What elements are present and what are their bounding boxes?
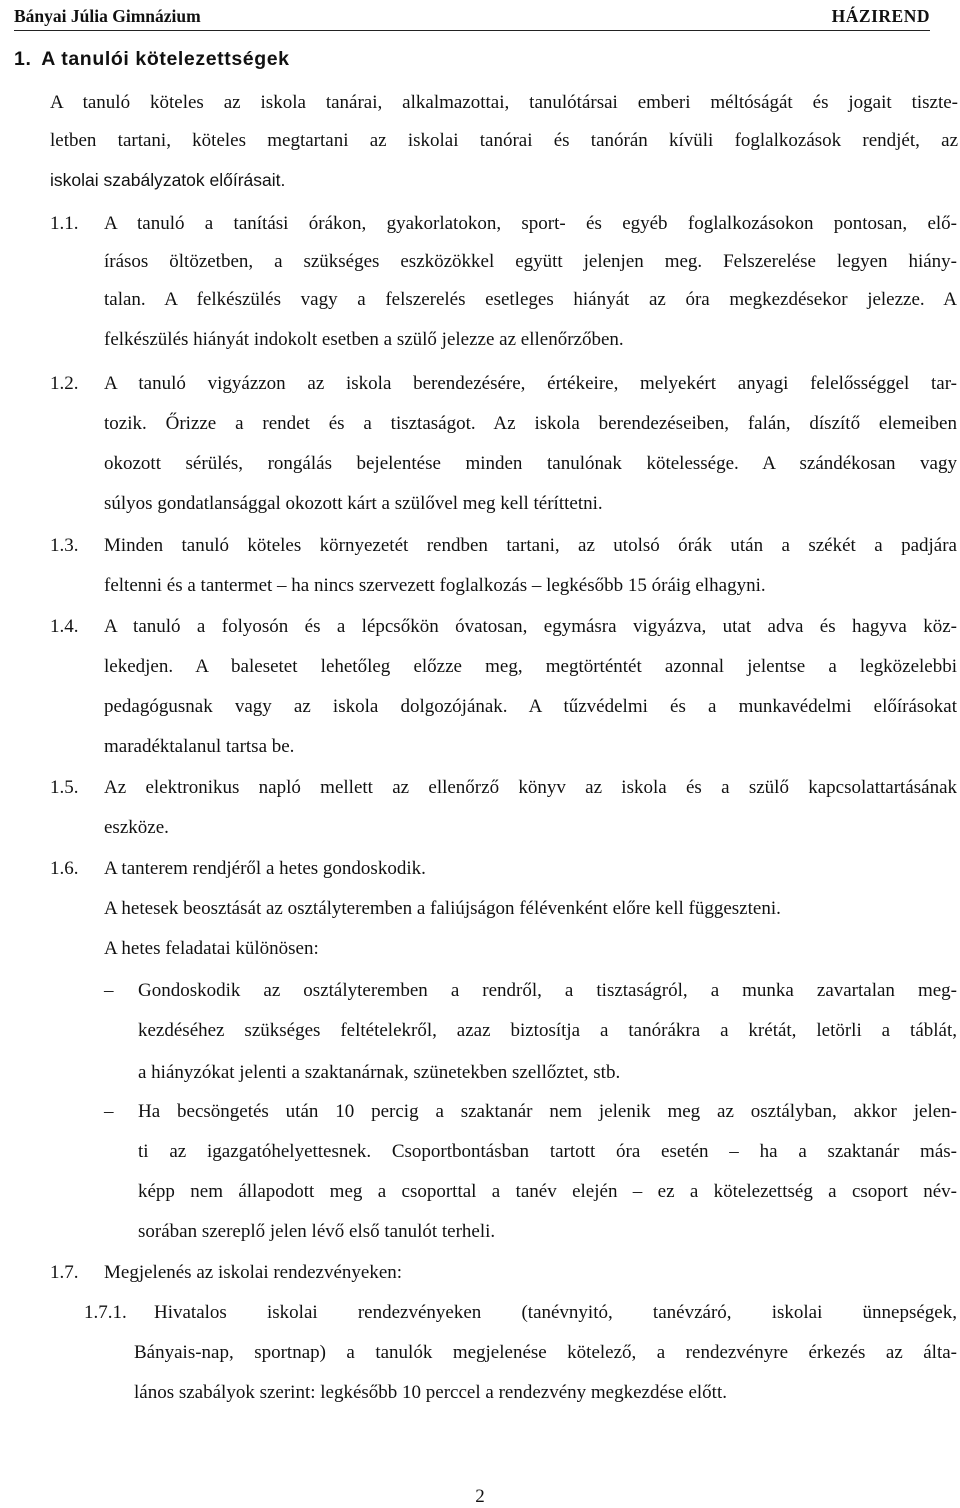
- subitem-line: Hivatalos iskolai rendezvényeken (tanévnyitó, tanévzáró, iskolai ünnepségek,: [154, 1302, 957, 1323]
- item-number: 1.6.: [50, 858, 79, 879]
- duty-line: ti az igazgatóhelyettesnek. Csoportbontásban tartott óra esetén – ha a szaktanár más-: [138, 1141, 957, 1162]
- item-line: A hetesek beosztását az osztályteremben a faliújságon félévenként előre kell függeszteni.: [104, 898, 781, 919]
- item-line: lekedjen. A balesetet lehetőleg előzze meg, megtörténtét azonnal jelentse a legközelebbi: [104, 656, 957, 677]
- item-heading: Megjelenés az iskolai rendezvényeken:: [104, 1262, 403, 1283]
- item-number: 1.4.: [50, 616, 79, 637]
- school-name: Bányai Júlia Gimnázium: [14, 6, 201, 26]
- item-line: Minden tanuló köteles környezetét rendben tartani, az utolsó órák után a székét a padjára: [104, 535, 957, 556]
- intro-line: iskolai szabályzatok előírásait.: [50, 170, 286, 190]
- section-heading: [14, 48, 290, 71]
- document-title: HÁZIREND: [831, 6, 930, 26]
- item-line: írásos öltözetben, a szükséges eszközökkel együtt jelenjen meg. Felszerelése legyen hiány-: [104, 251, 957, 272]
- duty-line: Gondoskodik az osztályteremben a rendről, a tisztaságról, a munka zavartalan meg-: [138, 980, 957, 1001]
- item-line: A hetes feladatai különösen:: [104, 938, 319, 959]
- item-line: okozott sérülés, rongálás bejelentése minden tanulónak kötelessége. A szándékosan vagy: [104, 453, 957, 474]
- item-line: maradéktalanul tartsa be.: [104, 736, 295, 757]
- intro-line: letben tartani, köteles megtartani az iskolai tanórai és tanórán kívüli foglalkozások rendjét, az: [50, 130, 958, 151]
- section-title: A tanulói kötelezettségek: [41, 48, 290, 70]
- item-line: A tanuló a tanítási órákon, gyakorlatokon, sport- és egyéb foglalkozásokon pontosan, elő-: [104, 213, 957, 234]
- duty-line: a hiányzókat jelenti a szaktanárnak, szünetekben szellőztet, stb.: [138, 1062, 621, 1083]
- dash-bullet: –: [104, 980, 114, 1001]
- duty-line: sorában szereplő jelen lévő első tanulót terheli.: [138, 1221, 496, 1242]
- item-number: 1.2.: [50, 373, 79, 394]
- subitem-number: 1.7.1.: [84, 1302, 127, 1323]
- duty-line: Ha becsöngetés után 10 percig a szaktanár nem jelenik meg az osztályban, akkor jelen-: [138, 1101, 957, 1122]
- page-header: [14, 4, 930, 31]
- subitem-line: Bányais-nap, sportnap) a tanulók megjelenése kötelező, a rendezvényre érkezés az álta-: [134, 1342, 957, 1363]
- item-line: súlyos gondatlansággal okozott kárt a szülővel meg kell téríttetni.: [104, 493, 603, 514]
- duty-line: képp nem állapodott meg a csoporttal a tanév elején – ez a kötelezettség a csoport név-: [138, 1181, 957, 1202]
- duty-line: kezdéséhez szükséges feltételekről, azaz biztosítja a tanórákra a krétát, letörli a táblát,: [138, 1020, 957, 1041]
- item-line: eszköze.: [104, 817, 169, 838]
- item-line: A tanuló a folyosón és a lépcsőkön óvatosan, egymásra vigyázva, utat adva és hagyva köz-: [104, 616, 957, 637]
- item-line: Az elektronikus napló mellett az ellenőrző könyv az iskola és a szülő kapcsolattartásának: [104, 777, 957, 798]
- subitem-line: lános szabályok szerint: legkésőbb 10 perccel a rendezvény megkezdése előtt.: [134, 1382, 727, 1403]
- item-line: felkészülés hiányát indokolt esetben a szülő jelezze az ellenőrzőben.: [104, 329, 624, 350]
- item-line: pedagógusnak vagy az iskola dolgozójának. A tűzvédelmi és a munkavédelmi előírásokat: [104, 696, 957, 717]
- item-number: 1.1.: [50, 213, 79, 234]
- page-number: 2: [475, 1486, 485, 1507]
- dash-bullet: –: [104, 1101, 114, 1122]
- item-line: A tanuló vigyázzon az iskola berendezésére, értékeire, melyekért anyagi felelősséggel tar-: [104, 373, 957, 394]
- item-line: feltenni és a tantermet – ha nincs szervezett foglalkozás – legkésőbb 15 óráig elhagyni.: [104, 575, 766, 596]
- item-line: A tanterem rendjéről a hetes gondoskodik.: [104, 858, 426, 879]
- item-number: 1.3.: [50, 535, 79, 556]
- section-number: 1.: [14, 48, 32, 70]
- item-number: 1.5.: [50, 777, 79, 798]
- item-number: 1.7.: [50, 1262, 79, 1283]
- item-line: tozik. Őrizze a rendet és a tisztaságot. Az iskola berendezéseiben, falán, díszítő elemeiben: [104, 413, 957, 434]
- intro-line: A tanuló köteles az iskola tanárai, alkalmazottai, tanulótársai emberi méltóságát és jogait tiszte-: [50, 92, 958, 113]
- item-line: talan. A felkészülés vagy a felszerelés esetleges hiányát az óra megkezdésekor jelezze. A: [104, 289, 957, 310]
